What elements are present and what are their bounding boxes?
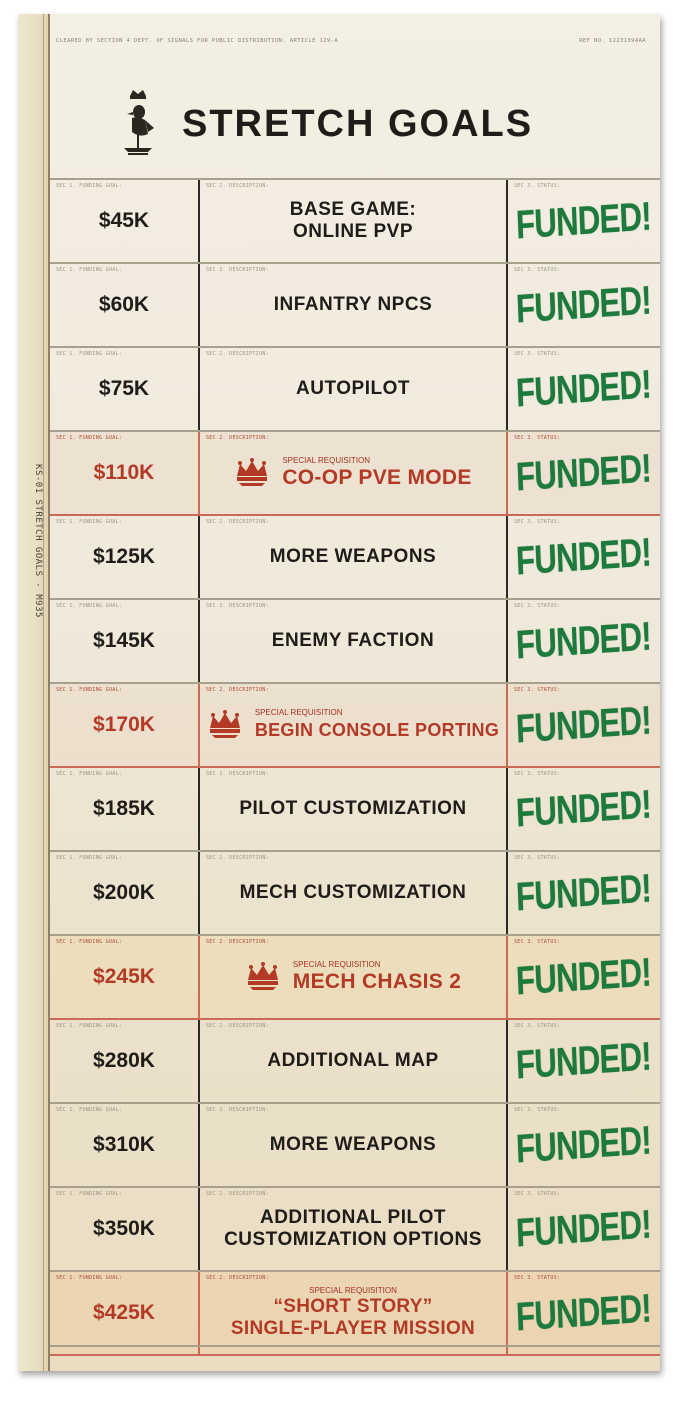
goal-description [274,294,433,316]
crest-icon [118,90,158,158]
footer-strip [50,1345,660,1371]
goal-description-line: INFANTRY NPCS [273,294,433,315]
special-kicker: SPECIAL REQUISITION [292,960,381,969]
reference-number: REF NO. 12231394AA [579,38,646,44]
status-cell [508,684,658,766]
description-cell [200,1272,508,1354]
column-tag: SEC 1. FUNDING GOAL: [56,1191,123,1197]
funding-goal-cell [50,1188,200,1270]
column-tag: SEC 3. STATUS: [514,939,561,945]
column-tag: SEC 2. DESCRIPTION: [206,519,269,525]
column-tag: SEC 3. STATUS: [514,435,561,441]
funding-goal-cell [50,180,200,262]
funding-goal-cell [50,1020,200,1102]
funded-stamp: FUNDED! [514,446,652,499]
description-cell [200,1188,508,1270]
column-tag: SEC 1. FUNDING GOAL: [56,435,123,441]
side-label: KS-01 STRETCH GOALS - M935 [33,464,43,618]
goal-description-line: MECH CUSTOMIZATION [239,882,467,903]
table-row [50,600,660,684]
funding-goal: $425K [93,1301,155,1324]
goal-description-line: “SHORT STORY” [273,1296,433,1317]
funded-stamp: FUNDED! [514,782,652,835]
table-row [50,1272,660,1356]
funding-goal: $245K [93,965,155,988]
goal-description: MECH CHASIS 2 [292,970,462,993]
table-row [50,180,660,264]
column-tag: SEC 2. DESCRIPTION: [206,1023,269,1029]
status-cell [508,516,658,598]
funding-goal: $170K [93,713,155,736]
table-row [50,264,660,348]
column-tag: SEC 3. STATUS: [514,519,561,525]
stretch-goals-table [50,178,660,1356]
funding-goal: $310K [93,1133,155,1156]
special-requisition [245,960,461,994]
column-tag: SEC 2. DESCRIPTION: [206,435,269,441]
crown-icon [207,710,243,740]
column-tag: SEC 3. STATUS: [514,183,561,189]
funding-goal: $280K [93,1049,155,1072]
description-cell [200,684,508,766]
description-cell [200,1104,508,1186]
document-sheet [18,14,660,1371]
goal-description-line: ADDITIONAL MAP [267,1050,439,1071]
goal-description-line: ADDITIONAL PILOT [259,1207,447,1228]
description-cell [200,1020,508,1102]
column-tag: SEC 3. STATUS: [514,1191,561,1197]
table-row [50,936,660,1020]
crown-icon [234,458,270,488]
funding-goal-cell [50,852,200,934]
goal-description [270,1134,436,1156]
funded-stamp: FUNDED! [514,278,652,331]
special-kicker: SPECIAL REQUISITION [254,708,343,717]
table-row [50,852,660,936]
column-tag: SEC 3. STATUS: [514,771,561,777]
table-row [50,768,660,852]
funded-stamp: FUNDED! [514,614,652,667]
page-title: STRETCH GOALS [182,102,534,145]
column-tag: SEC 2. DESCRIPTION: [206,603,269,609]
status-cell [508,936,658,1018]
funded-stamp: FUNDED! [514,950,652,1003]
column-tag: SEC 1. FUNDING GOAL: [56,1107,123,1113]
description-cell [200,936,508,1018]
column-tag: SEC 1. FUNDING GOAL: [56,1023,123,1029]
special-requisition [231,1286,475,1340]
column-tag: SEC 2. DESCRIPTION: [206,855,269,861]
page-header [118,74,533,174]
column-tag: SEC 3. STATUS: [514,603,561,609]
table-row [50,1188,660,1272]
description-cell [200,516,508,598]
column-tag: SEC 1. FUNDING GOAL: [56,267,123,273]
goal-description [270,546,436,568]
goal-description: BEGIN CONSOLE PORTING [254,720,500,740]
column-tag: SEC 1. FUNDING GOAL: [56,939,123,945]
goal-description [272,630,434,652]
funding-goal-cell [50,264,200,346]
table-row [50,684,660,768]
funded-stamp: FUNDED! [514,362,652,415]
funded-stamp: FUNDED! [514,1286,652,1339]
funding-goal: $145K [93,629,155,652]
table-row [50,1104,660,1188]
funding-goal-cell [50,1104,200,1186]
funded-stamp: FUNDED! [514,194,652,247]
funded-stamp: FUNDED! [514,698,652,751]
status-cell [508,432,658,514]
special-kicker: SPECIAL REQUISITION [309,1286,397,1295]
funding-goal: $110K [93,461,155,484]
funding-goal: $45K [98,209,150,232]
goal-description: CO-OP PVE MODE [282,466,472,489]
column-tag: SEC 3. STATUS: [514,1275,561,1281]
column-tag: SEC 3. STATUS: [514,1107,561,1113]
column-tag: SEC 2. DESCRIPTION: [206,1275,269,1281]
table-row [50,432,660,516]
goal-description [224,1207,482,1251]
description-cell [200,600,508,682]
funding-goal-cell [50,600,200,682]
funding-goal-cell [50,1272,200,1354]
classification-line [56,38,646,44]
special-requisition [207,708,499,742]
column-tag: SEC 3. STATUS: [514,855,561,861]
column-tag: SEC 1. FUNDING GOAL: [56,855,123,861]
column-tag: SEC 1. FUNDING GOAL: [56,351,123,357]
funded-stamp: FUNDED! [514,1034,652,1087]
status-cell [508,1020,658,1102]
goal-description-line: SINGLE-PLAYER MISSION [230,1318,476,1339]
column-tag: SEC 1. FUNDING GOAL: [56,771,123,777]
funding-goal-cell [50,432,200,514]
funding-goal: $125K [93,545,155,568]
status-cell [508,852,658,934]
goal-description-line: BASE GAME: [289,199,417,220]
description-cell [200,264,508,346]
goal-description-line: CUSTOMIZATION OPTIONS [224,1229,482,1250]
column-tag: SEC 2. DESCRIPTION: [206,939,269,945]
goal-description [267,1050,438,1072]
status-cell [508,1188,658,1270]
binder-tab [18,14,50,1371]
column-tag: SEC 3. STATUS: [514,267,561,273]
description-cell [200,768,508,850]
funded-stamp: FUNDED! [514,530,652,583]
funding-goal: $350K [93,1217,155,1240]
goal-description-line: MORE WEAPONS [269,1134,437,1155]
funding-goal-cell [50,768,200,850]
goal-description-line: PILOT CUSTOMIZATION [239,798,467,819]
funding-goal-cell [50,936,200,1018]
goal-description [290,199,416,243]
funded-stamp: FUNDED! [514,866,652,919]
column-tag: SEC 1. FUNDING GOAL: [56,519,123,525]
column-tag: SEC 2. DESCRIPTION: [206,183,269,189]
status-cell [508,180,658,262]
crown-icon [245,962,281,992]
description-cell [200,348,508,430]
column-tag: SEC 1. FUNDING GOAL: [56,687,123,693]
funding-goal-cell [50,348,200,430]
funded-stamp: FUNDED! [514,1118,652,1171]
status-cell [508,348,658,430]
special-requisition [234,456,471,490]
funding-goal: $200K [93,881,155,904]
column-tag: SEC 3. STATUS: [514,1023,561,1029]
column-tag: SEC 1. FUNDING GOAL: [56,183,123,189]
goal-description-line: AUTOPILOT [296,378,410,399]
funding-goal: $75K [98,377,150,400]
column-tag: SEC 1. FUNDING GOAL: [56,1275,123,1281]
funding-goal: $185K [93,797,155,820]
special-kicker: SPECIAL REQUISITION [282,456,371,465]
description-cell [200,852,508,934]
column-tag: SEC 2. DESCRIPTION: [206,351,269,357]
description-cell [200,432,508,514]
column-tag: SEC 2. DESCRIPTION: [206,1107,269,1113]
column-tag: SEC 1. FUNDING GOAL: [56,603,123,609]
description-cell [200,180,508,262]
status-cell [508,1104,658,1186]
column-tag: SEC 2. DESCRIPTION: [206,1191,269,1197]
status-cell [508,600,658,682]
goal-description [240,882,467,904]
goal-description-line: MORE WEAPONS [269,546,437,567]
table-row [50,516,660,600]
table-row [50,348,660,432]
funding-goal-cell [50,516,200,598]
column-tag: SEC 2. DESCRIPTION: [206,687,269,693]
goal-description [296,378,410,400]
status-cell [508,264,658,346]
goal-description-line: ONLINE PVP [292,221,414,242]
funding-goal: $60K [98,293,150,316]
funding-goal-cell [50,684,200,766]
funded-stamp: FUNDED! [514,1202,652,1255]
goal-description [239,798,466,820]
status-cell [508,768,658,850]
classification-text: CLEARED BY SECTION 4 DEPT. OF SIGNALS FOR PUBLIC DISTRIBUTION. ARTICLE 129-A [56,38,339,44]
column-tag: SEC 3. STATUS: [514,351,561,357]
goal-description-line: ENEMY FACTION [271,630,435,651]
column-tag: SEC 2. DESCRIPTION: [206,267,269,273]
status-cell [508,1272,658,1354]
column-tag: SEC 3. STATUS: [514,687,561,693]
table-row [50,1020,660,1104]
column-tag: SEC 2. DESCRIPTION: [206,771,269,777]
